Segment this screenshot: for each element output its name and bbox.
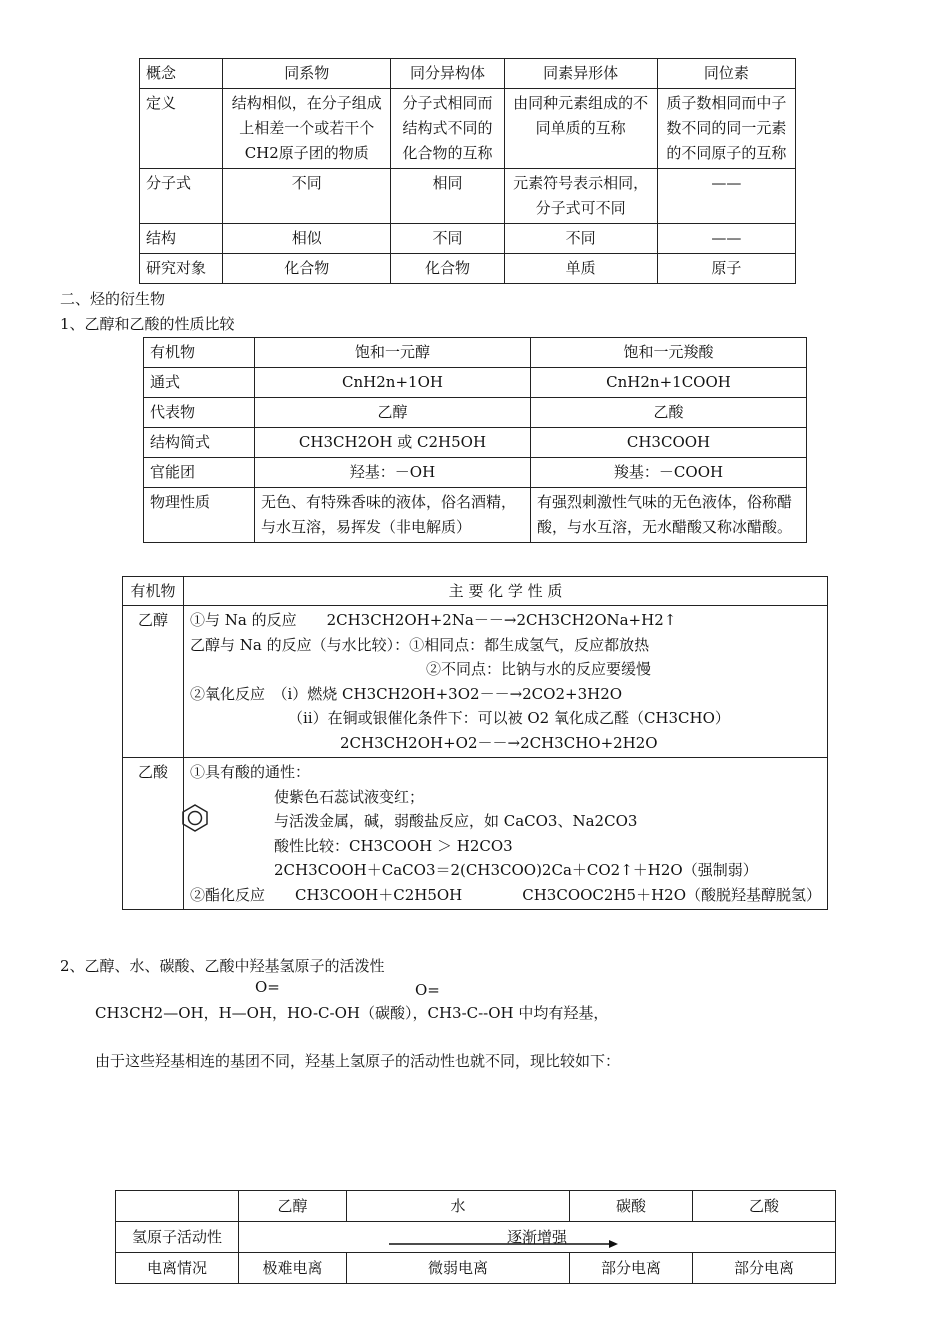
table-cell: 结构相似，在分子组成上相差一个或若干个CH2原子团的物质	[223, 89, 391, 169]
table-cell: 部分电离	[570, 1253, 693, 1284]
row-label: 研究对象	[140, 254, 223, 284]
reaction-line: ②酯化反应 CH3COOH＋C2H5OH CH3COOC2H5＋H2O（酸脱羟基醇脱氢）	[189, 885, 821, 904]
table-header-cell: 主 要 化 学 性 质	[183, 577, 827, 606]
table-cell: 元素符号表示相同，分子式可不同	[504, 169, 657, 224]
table-header-cell: 同系物	[223, 59, 391, 89]
reaction-line: 乙醇与 Na 的反应（与水比较）：①相同点：都生成氢气，反应都放热	[189, 635, 650, 654]
concept-comparison-table	[139, 58, 796, 284]
table-cell: 不同	[504, 224, 657, 254]
reaction-line: ①与 Na 的反应 2CH3CH2OH+2Na－－→2CH3CH2ONa+H2↑	[189, 611, 677, 629]
table-cell: CnH2n+1COOH	[531, 368, 807, 398]
table-cell: 化合物	[223, 254, 391, 284]
table-cell: 由同种元素组成的不同单质的互称	[504, 89, 657, 169]
alcohol-acid-table	[143, 337, 807, 543]
row-label: 物理性质	[144, 488, 255, 543]
row-label: 通式	[144, 368, 255, 398]
activity-trend-cell	[239, 1222, 836, 1253]
row-label: 官能团	[144, 458, 255, 488]
carbonyl-mark: O=	[415, 981, 440, 999]
table-cell: 乙醇	[255, 398, 531, 428]
activity-trend-text: 逐渐增强	[506, 1228, 567, 1246]
table-header-cell: 有机物	[123, 577, 184, 606]
table-cell: CnH2n+1OH	[255, 368, 531, 398]
table-cell: 乙酸	[531, 398, 807, 428]
table-header-cell: 同素异形体	[504, 59, 657, 89]
table-cell: 羟基：－OH	[255, 458, 531, 488]
row-label: 分子式	[140, 169, 223, 224]
reaction-line: 使紫色石蕊试液变红；	[273, 787, 424, 806]
subsection-title: 2、乙醇、水、碳酸、乙酸中羟基氢原子的活泼性	[60, 957, 385, 975]
table-header-cell: 同分异构体	[391, 59, 504, 89]
row-label: 电离情况	[116, 1253, 239, 1284]
acid-properties-cell	[183, 758, 827, 910]
ethanol-properties-cell	[183, 606, 827, 758]
table-header-cell: 饱和一元羧酸	[531, 338, 807, 368]
table-cell: 极难电离	[239, 1253, 347, 1284]
table-cell: 单质	[504, 254, 657, 284]
table-cell: 原子	[657, 254, 795, 284]
table-cell: 部分电离	[693, 1253, 836, 1284]
row-label: 定义	[140, 89, 223, 169]
table-header-cell: 有机物	[144, 338, 255, 368]
table-cell: ——	[657, 224, 795, 254]
reaction-line: （ⅱ）在铜或银催化条件下：可以被 O2 氧化成乙醛（CH3CHO）	[287, 709, 730, 727]
table-cell: 有强烈刺激性气味的无色液体，俗称醋酸，与水互溶，无水醋酸又称冰醋酸。	[531, 488, 807, 543]
reaction-line: ②氧化反应 （ⅰ）燃烧 CH3CH2OH+3O2－－→2CO2+3H2O	[189, 684, 623, 703]
reaction-line: 与活泼金属，碱，弱酸盐反应，如 CaCO3、Na2CO3	[273, 812, 638, 830]
subsection-title: 1、乙醇和乙酸的性质比较	[60, 315, 235, 333]
explanation-line: 由于这些羟基相连的基团不同，羟基上氢原子的活动性也就不同，现比较如下：	[95, 1052, 621, 1070]
reaction-line: 2CH3COOH＋CaCO3＝2(CH3COO)2Ca＋CO2↑＋H2O（强制弱）	[273, 861, 758, 879]
reaction-line: 酸性比较：CH3COOH ＞ H2CO3	[273, 836, 513, 855]
row-label: 结构	[140, 224, 223, 254]
table-header-cell: 乙醇	[239, 1191, 347, 1222]
table-cell: 分子式相同而结构式不同的化合物的互称	[391, 89, 504, 169]
table-cell: 相同	[391, 169, 504, 224]
table-header-cell: 同位素	[657, 59, 795, 89]
chemical-properties-table	[122, 576, 828, 910]
table-cell: 不同	[391, 224, 504, 254]
row-label: 乙酸	[123, 758, 184, 910]
table-cell: 羧基：－COOH	[531, 458, 807, 488]
table-cell: 相似	[223, 224, 391, 254]
reaction-line: 2CH3CH2OH+O2－－→2CH3CHO+2H2O	[339, 733, 658, 752]
table-header-cell: 水	[347, 1191, 570, 1222]
table-cell: CH3CH2OH 或 C2H5OH	[255, 428, 531, 458]
table-header-cell: 碳酸	[570, 1191, 693, 1222]
table-cell: 无色、有特殊香味的液体，俗名酒精，与水互溶，易挥发（非电解质）	[255, 488, 531, 543]
table-cell: 微弱电离	[347, 1253, 570, 1284]
table-cell: ——	[657, 169, 795, 224]
row-label: 结构简式	[144, 428, 255, 458]
row-label: 氢原子活动性	[116, 1222, 239, 1253]
table-cell: 化合物	[391, 254, 504, 284]
table-header-cell: 饱和一元醇	[255, 338, 531, 368]
table-header-cell: 概念	[140, 59, 223, 89]
table-header-cell	[116, 1191, 239, 1222]
formula-line: CH3CH2—OH，H—OH，HO-C-OH（碳酸），CH3-C--OH 中均有羟基，	[95, 1004, 609, 1022]
table-cell: 质子数相同而中子数不同的同一元素的不同原子的互称	[657, 89, 795, 169]
table-cell: CH3COOH	[531, 428, 807, 458]
hydroxyl-activity-table	[115, 1190, 836, 1284]
benzene-ring-icon	[180, 803, 210, 833]
increasing-arrow-icon	[389, 1239, 619, 1249]
row-label: 乙醇	[123, 606, 184, 758]
reaction-line: ①具有酸的通性：	[189, 763, 310, 781]
carbonyl-mark: O=	[255, 978, 280, 996]
row-label: 代表物	[144, 398, 255, 428]
section-title: 二、烃的衍生物	[60, 290, 166, 308]
table-header-cell: 乙酸	[693, 1191, 836, 1222]
table-cell: 不同	[223, 169, 391, 224]
reaction-line: ②不同点：比钠与水的反应要缓慢	[425, 660, 651, 678]
